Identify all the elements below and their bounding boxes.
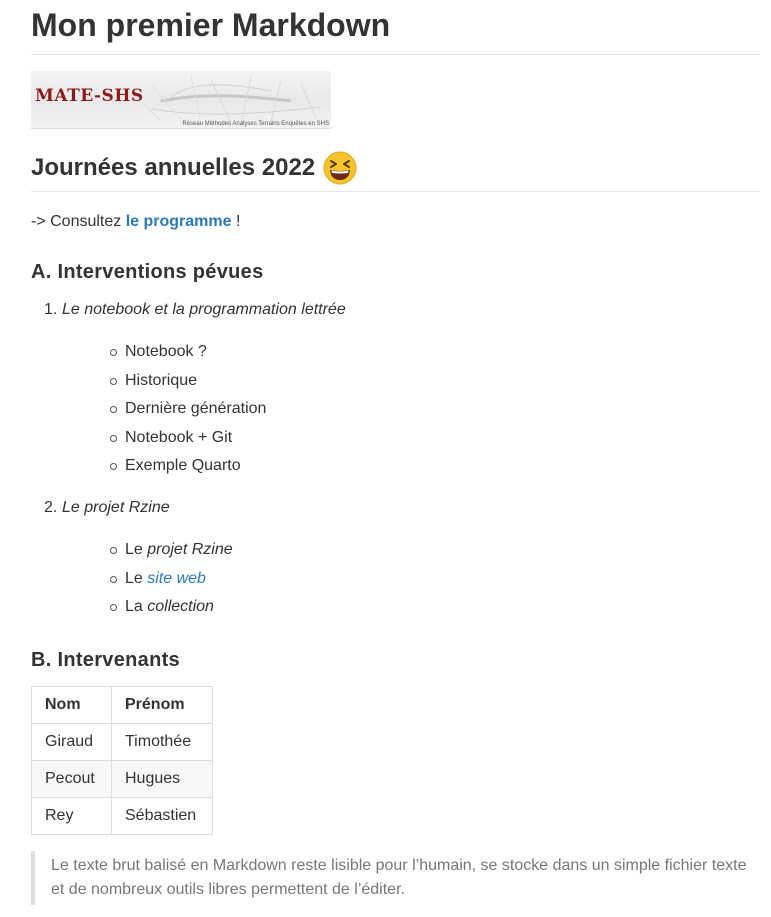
sub-list-item: Le site web — [62, 565, 760, 594]
programme-link[interactable]: le programme — [125, 213, 232, 230]
item-title: Le notebook et la programmation lettrée — [62, 301, 346, 318]
circle-bullet-icon — [110, 378, 117, 385]
column-header-nom: Nom — [32, 686, 112, 723]
part-b-heading: B. Intervenants — [31, 648, 180, 671]
logo-container — [31, 71, 760, 129]
sub-list-item: Le projet Rzine — [62, 536, 760, 565]
table-cell: Timothée — [112, 723, 213, 760]
logo-text: MATE-SHS — [35, 86, 144, 106]
table-cell: Giraud — [32, 723, 112, 760]
circle-bullet-icon — [110, 463, 117, 470]
sub-list-item: Exemple Quarto — [62, 452, 760, 481]
intro-suffix: ! — [231, 213, 241, 230]
sub-list-item: Dernière génération — [62, 395, 760, 424]
item-number: 2. — [44, 498, 58, 516]
part-a-heading: A. Interventions pévues — [31, 261, 264, 283]
circle-bullet-icon — [110, 604, 117, 611]
item-number: 1. — [44, 301, 58, 318]
section-heading-text: Journées annuelles 2022 — [31, 154, 316, 181]
table-cell: Rey — [32, 797, 112, 834]
mate-shs-logo — [31, 71, 331, 129]
list-item — [31, 496, 760, 622]
table-row — [32, 760, 213, 797]
column-header-prenom: Prénom — [112, 686, 213, 723]
table-cell: Sébastien — [112, 797, 213, 834]
sub-list — [62, 536, 760, 622]
page-title: Mon premier Markdown — [31, 0, 760, 55]
item-title: Le projet Rzine — [62, 498, 170, 516]
sub-list-item: Notebook + Git — [62, 424, 760, 453]
table-row — [32, 723, 213, 760]
table-cell: Hugues — [112, 760, 213, 797]
site-web-link[interactable]: site web — [147, 569, 206, 587]
interventions-list — [31, 298, 760, 622]
grinning-squinting-face-icon — [323, 151, 357, 185]
markdown-page — [31, 0, 760, 905]
logo-subtitle: Réseau Méthodes Analyses Terrains Enquêtes en SHS — [182, 121, 329, 127]
intro-paragraph — [31, 210, 760, 234]
table-cell: Pecout — [32, 760, 112, 797]
table-row — [32, 797, 213, 834]
list-item — [31, 298, 760, 481]
circle-bullet-icon — [110, 406, 117, 413]
section-heading — [31, 151, 760, 192]
markdown-quote: Le texte brut balisé en Markdown reste lisible pour l’humain, se stocke dans un simple fichier texte et de nombreux outils libres permettent de l’éditer. — [31, 851, 760, 905]
speakers-table — [31, 686, 213, 835]
sub-list-item: Notebook ? — [62, 338, 760, 367]
circle-bullet-icon — [110, 349, 117, 356]
intro-prefix: -> Consultez — [31, 213, 126, 230]
sub-list-item: La collection — [62, 593, 760, 622]
sub-list-item: Historique — [62, 367, 760, 396]
circle-bullet-icon — [110, 435, 117, 442]
circle-bullet-icon — [110, 576, 117, 583]
sub-list — [62, 338, 760, 481]
circle-bullet-icon — [110, 547, 117, 554]
table-header-row — [32, 686, 213, 723]
